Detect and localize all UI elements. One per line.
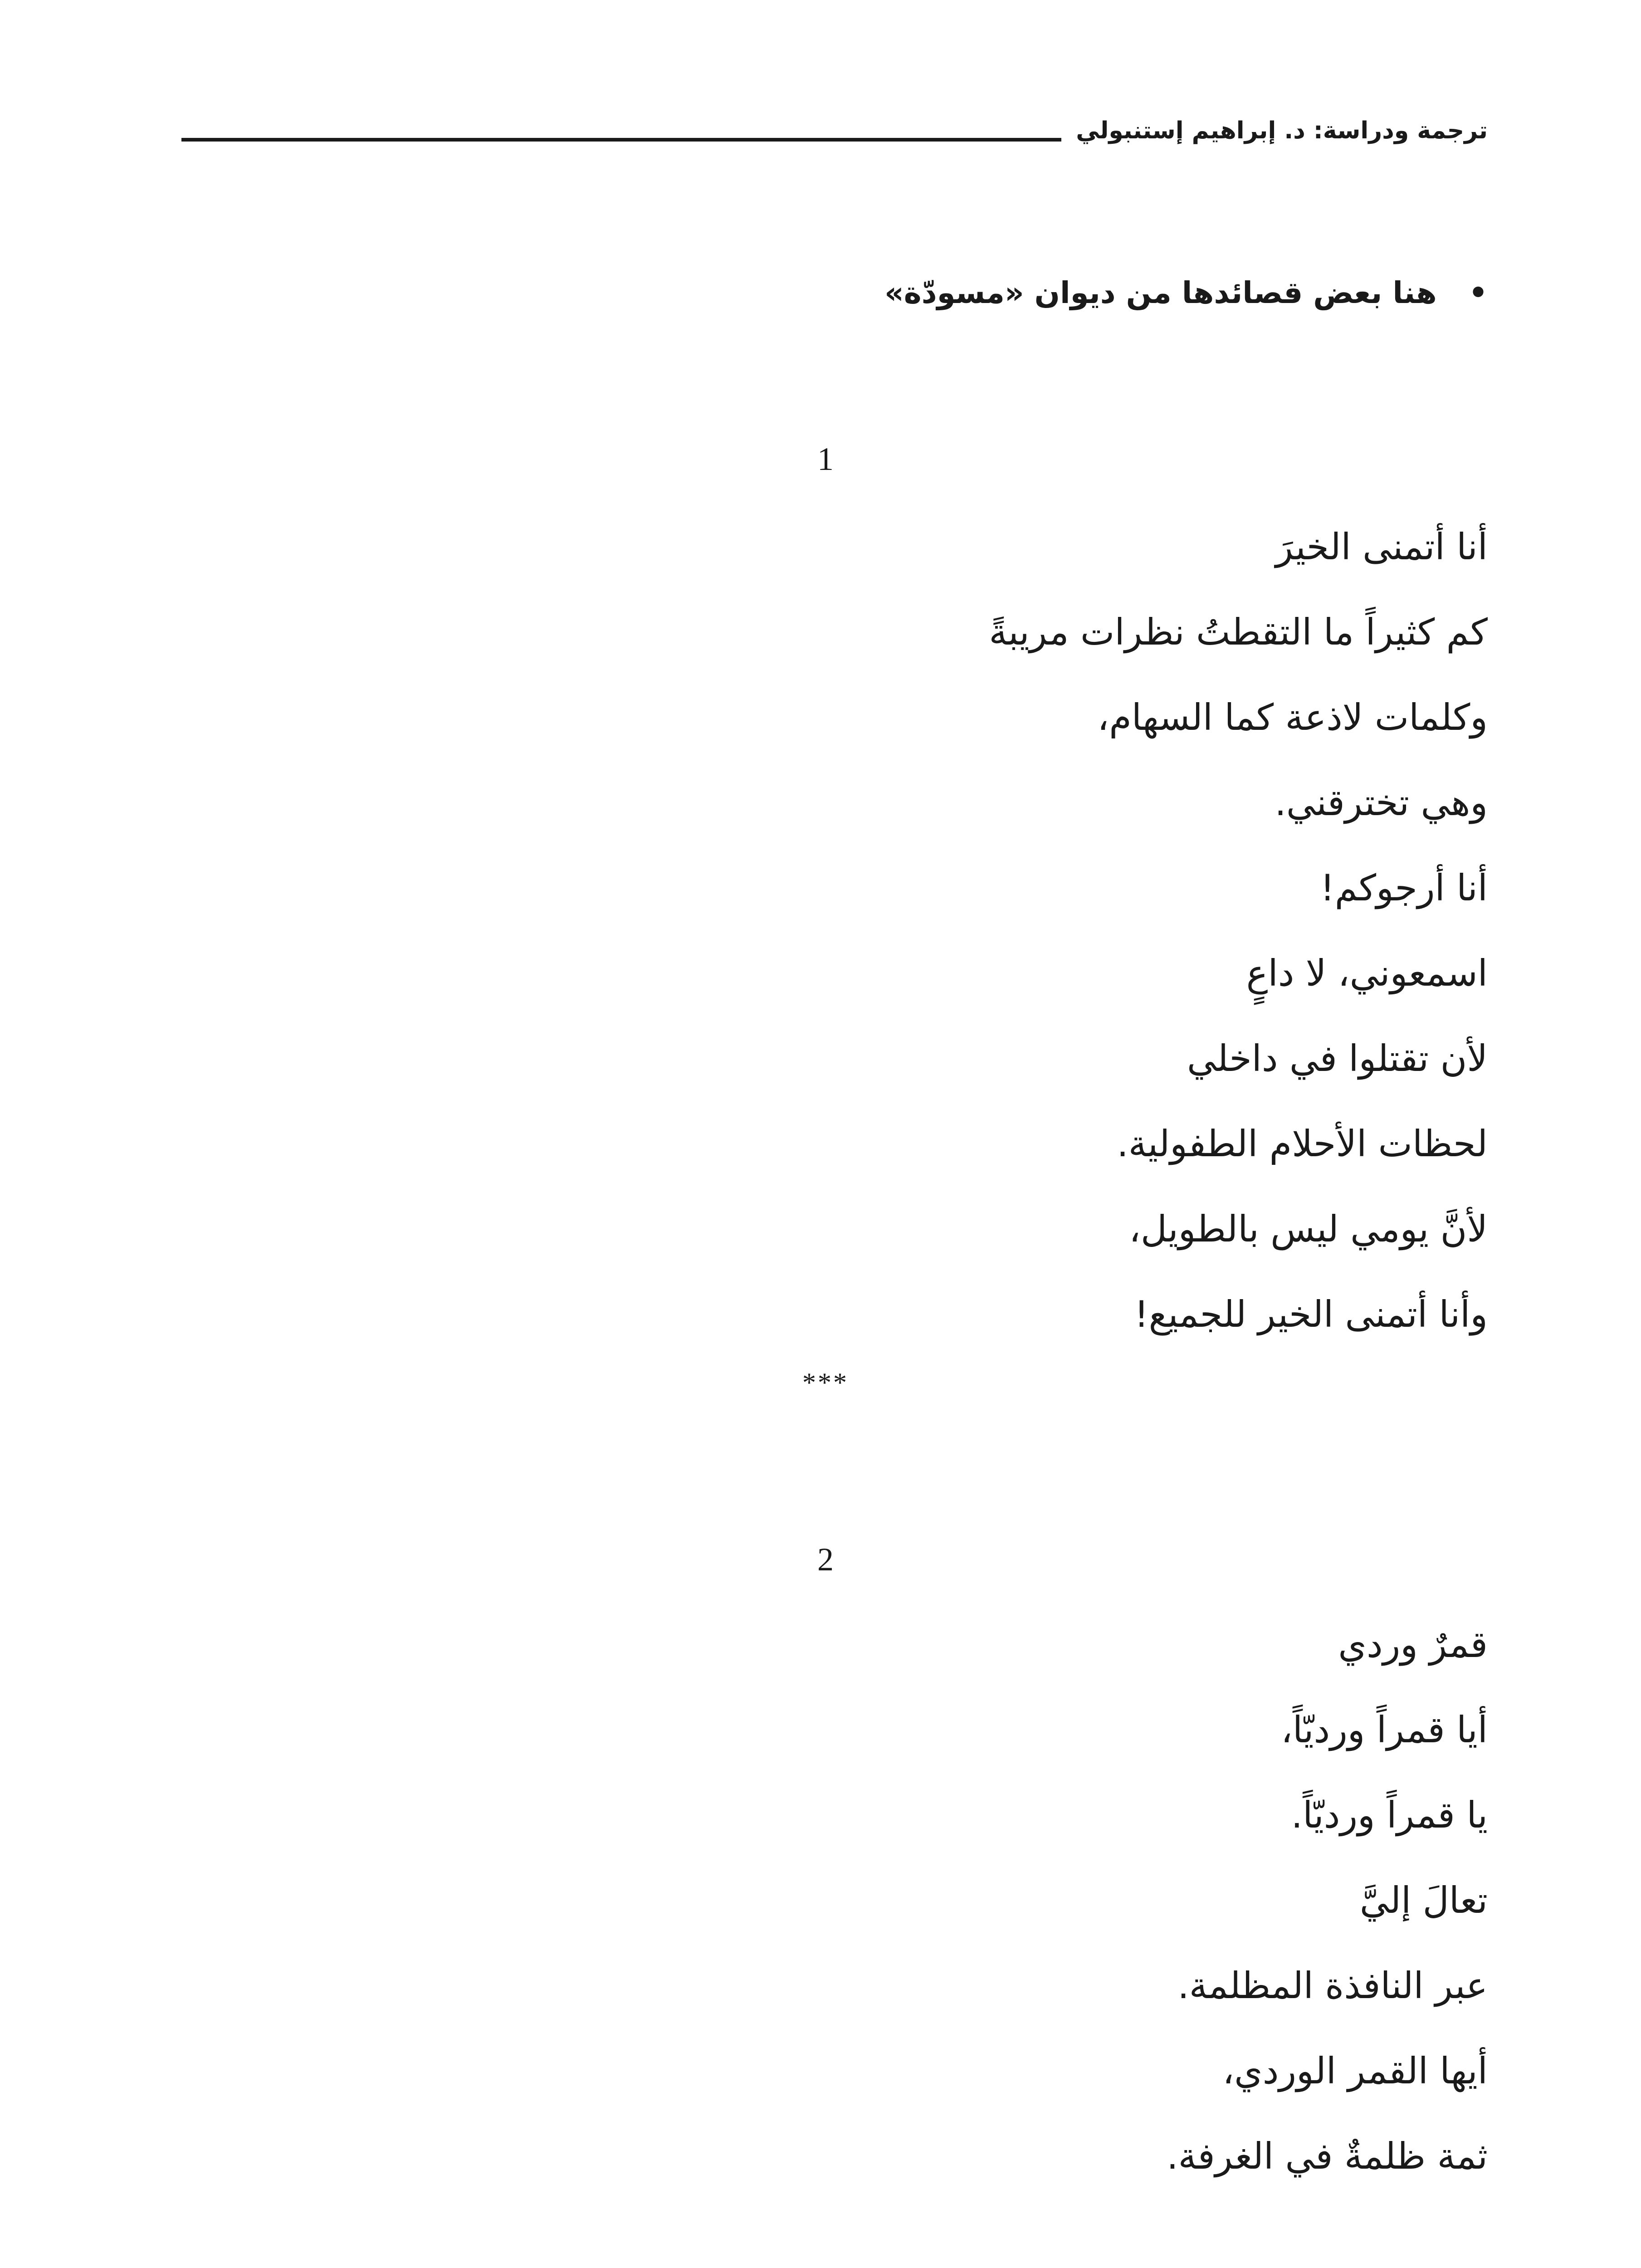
poem-line: ثمة ظلمةٌ في الغرفة. bbox=[1167, 2135, 1488, 2177]
poem-line: يا قمراً ورديّاً. bbox=[1291, 1794, 1488, 1836]
poem-line: أيا قمراً ورديّاً، bbox=[1281, 1709, 1488, 1751]
poem-line: لأنَّ يومي ليس بالطويل، bbox=[1129, 1208, 1488, 1250]
poem-line: عبر النافذة المظلمة. bbox=[1177, 1965, 1488, 2007]
poem-line: اسمعوني، لا داعٍ bbox=[1246, 952, 1488, 994]
intro-line bbox=[717, 270, 1488, 316]
poem-number-2: 2 bbox=[817, 1541, 834, 1578]
poem-line: أنا أرجوكم! bbox=[1320, 867, 1488, 909]
poem-line: وأنا أتمنى الخير للجميع! bbox=[1134, 1293, 1488, 1335]
section-separator: *** bbox=[802, 1368, 849, 1398]
poem-line: أيها القمر الوردي، bbox=[1222, 2050, 1488, 2092]
poem-line: تعالَ إليَّ bbox=[1359, 1879, 1488, 1921]
poem-number-1: 1 bbox=[817, 441, 834, 477]
poem-1-lines bbox=[853, 504, 1488, 1357]
running-header: ترجمة ودراسة: د. إبراهيم إستنبولي bbox=[1076, 117, 1488, 144]
poem-line: لحظات الأحلام الطفولية. bbox=[1117, 1123, 1488, 1165]
poem-line: كم كثيراً ما التقطتُ نظرات مريبةً bbox=[989, 611, 1488, 653]
poem-line: وكلمات لاذعة كما السهام، bbox=[1097, 696, 1488, 738]
poem-line: قمرٌ وردي bbox=[1338, 1623, 1488, 1666]
poem-2-lines bbox=[853, 1602, 1488, 2199]
poem-line: أنا أتمنى الخيرَ bbox=[1275, 526, 1488, 568]
header-rule bbox=[181, 138, 1061, 142]
intro-text: هنا بعض قصائدها من ديوان «مسودّة» bbox=[884, 275, 1437, 310]
bullet-marker: • bbox=[1468, 275, 1488, 310]
poem-line: وهي تخترقني. bbox=[1275, 782, 1488, 824]
poem-line: لأن تقتلوا في داخلي bbox=[1187, 1037, 1488, 1080]
